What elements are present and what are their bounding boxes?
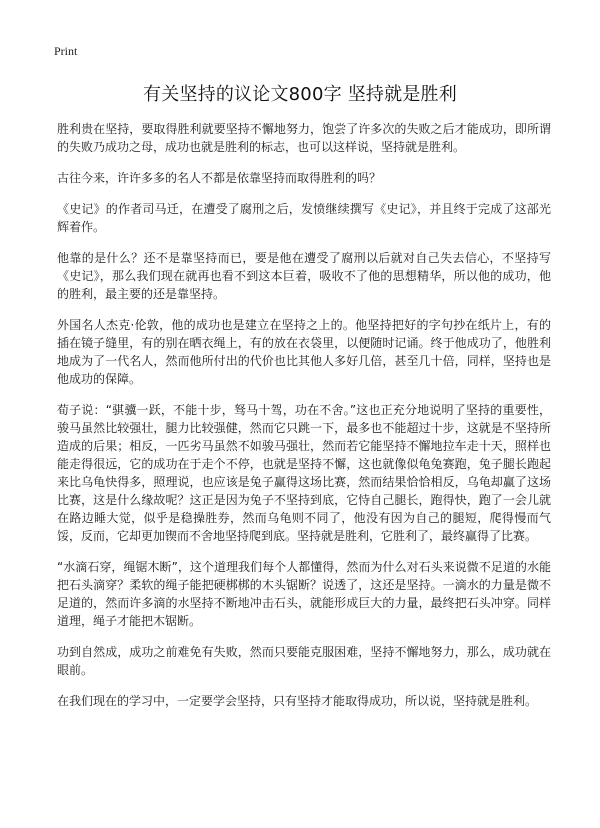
paragraph: 功到自然成，成功之前难免有失败，然而只要能克服困难，坚持不懈地努力，那么，成功就在眼前。 [57,645,551,677]
paragraph: 外国名人杰克·伦敦，他的成功也是建立在坚持之上的。他坚持把好的字句抄在纸片上，有的插在镜子缝里，有的别在晒衣绳上，有的放在衣袋里，以便随时记诵。终于他成功了，他胜利地成为了一代名人，然而他所付出的代价也比其他人多好几倍，甚至几十倍，同样，坚持也是他成功的保障。 [57,318,551,386]
paragraph: 荀子说：“骐骥一跃，不能十步，驽马十驾，功在不舍。”这也正充分地说明了坚持的重要性，骏马虽然比较强壮，腿力比较强健，然而它只跳一下，最多也不能超过十步，这就是不坚持所造成的后果；相反，一匹劣马虽然不如骏马强壮，然而若它能坚持不懈地拉车走十天，照样也能走得很远，它的成功在于走个不停，也就是坚持不懈，这也就像似龟兔赛跑，兔子腿长跑起来比乌龟快得多，照理说，也应该是兔子赢得这场比赛，然而结果恰恰相反，乌龟却赢了这场比赛，这是什么缘故呢？这正是因为兔子不坚持到底，它恃自己腿长，跑得快，跑了一会儿就在路边睡大觉，似乎是稳操胜券，然而乌龟则不同了，他没有因为自己的腿短，爬得慢而气馁，反而，它却更加锲而不舍地坚持爬到底。坚持就是胜利，它胜利了，最终赢得了比赛。 [57,403,551,543]
article-body [57,120,551,723]
paragraph: 胜利贵在坚持，要取得胜利就要坚持不懈地努力，饱尝了许多次的失败之后才能成功，即所谓的失败乃成功之母，成功也就是胜利的标志，也可以这样说，坚持就是胜利。 [57,122,551,154]
paragraph: 古往今来，许许多多的名人不都是依靠坚持而取得胜利的吗？ [57,171,382,185]
paragraph: 他靠的是什么？还不是靠坚持而已，要是他在遭受了腐刑以后就对自己失去信心，不坚持写《史记》，那么我们现在就再也看不到这本巨着，吸收不了他的思想精华，所以他的成功，他的胜利，最主要的还是靠坚持。 [57,251,551,301]
paragraph: “水滴石穿，绳锯木断”，这个道理我们每个人都懂得，然而为什么对石头来说微不足道的水能把石头滴穿？柔软的绳子能把硬梆梆的木头锯断？说透了，这还是坚持。一滴水的力量是微不足道的，然而许多滴的水坚持不断地冲击石头，就能形成巨大的力量，最终把石头冲穿。同样道理，绳子才能把木锯断。 [57,560,551,628]
print-link[interactable]: Print [54,44,78,58]
article-title: 有关坚持的议论文800字 坚持就是胜利 [143,84,457,105]
paragraph: 《史记》的作者司马迁，在遭受了腐刑之后，发愤继续撰写《史记》，并且终于完成了这部光辉着作。 [57,202,551,234]
paragraph: 在我们现在的学习中，一定要学会坚持，只有坚持才能取得成功，所以说，坚持就是胜利。 [57,694,538,708]
